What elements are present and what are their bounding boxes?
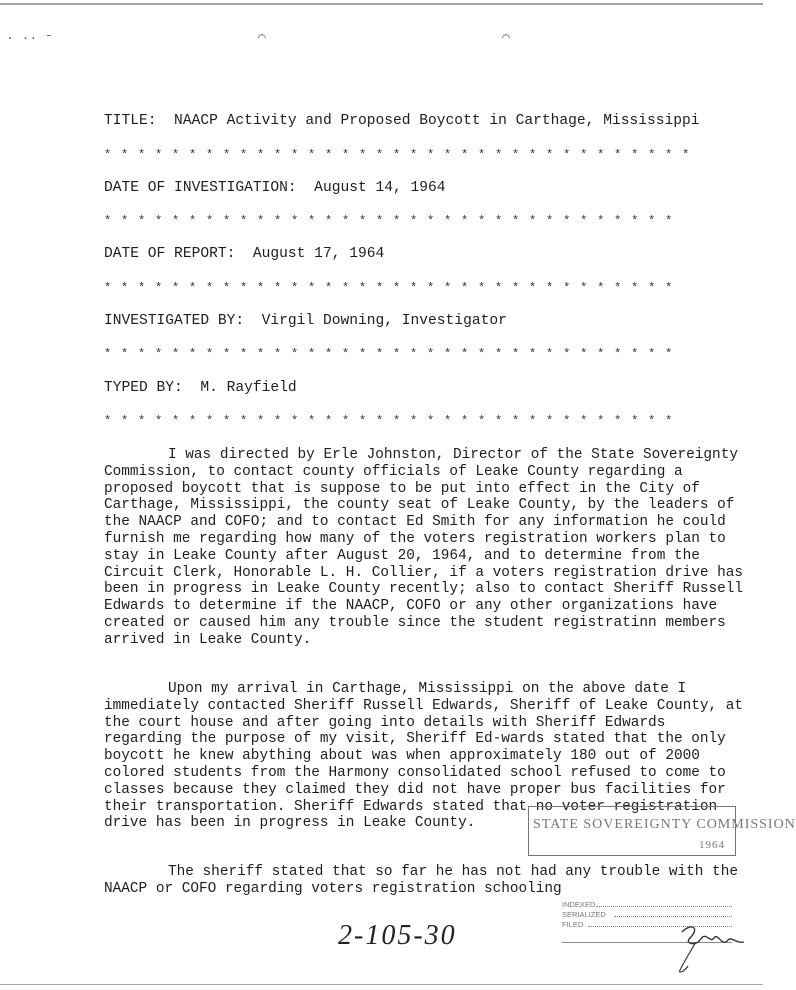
star-separator: * * * * * * * * * * * * * * * * * * * * * * * * * * * * * * * * * * [104, 414, 674, 428]
body-paragraph: I was directed by Erle Johnston, Director of the State Sovereignty Commission, to contact county officials of Leake County regarding a proposed boycott that is suppose to be put into effect in the City of Carthage, Mississippi, the county seat of Leake County, by the leaders of the NAACP and COFO; and to contact Ed Smith for any information he could furnish me regarding how many of the voters registration workers plan to stay in Leake County after August 20, 1964, and to determine from the Circuit Clerk, Honorable L. H. Collier, if a voters registration drive has been in progress in Leake County recently; also to contact Sheriff Russell Edwards to determine if the NAACP, COFO or any other organizations have created or caused him any trouble since the student registratinn members arrived in Leake County. [104, 447, 744, 648]
dotted-line [614, 916, 732, 917]
date-of-investigation: DATE OF INVESTIGATION: August 14, 1964 [104, 180, 446, 196]
report-title: TITLE: NAACP Activity and Proposed Boycott in Carthage, Mississippi [104, 113, 700, 129]
date-of-report: DATE OF REPORT: August 17, 1964 [104, 246, 385, 262]
top-border-rule [0, 3, 763, 5]
margin-mark: . .. - [6, 28, 53, 43]
typed-by: TYPED BY: M. Rayfield [104, 380, 297, 396]
investigated-by: INVESTIGATED BY: Virgil Downing, Investigator [104, 313, 507, 329]
dotted-line [596, 906, 732, 907]
body-paragraph: The sheriff stated that so far he has not had any trouble with the NAACP or COFO regarding voters registration schooling [104, 864, 738, 897]
serialized-label: SERIALIZED [562, 910, 606, 919]
punch-mark: ⌒ [502, 30, 510, 45]
star-separator: * * * * * * * * * * * * * * * * * * * * * * * * * * * * * * * * * * [104, 347, 674, 361]
star-separator: * * * * * * * * * * * * * * * * * * * * * * * * * * * * * * * * * * [104, 281, 674, 295]
stamp-date: 1964 [699, 839, 725, 851]
commission-stamp [528, 806, 796, 856]
signature-scribble [670, 918, 750, 978]
punch-mark: ⌒ [258, 30, 266, 45]
body-paragraph: Upon my arrival in Carthage, Mississippi on the above date I immediately contacted Sheriff Russell Edwards, Sheriff of Leake County, at the court house and after going into details with Sheriff Edwards regarding the purpose of my visit, Sheriff Ed-wards stated that the only boycott he knew abything about was when approximately 180 out of 2000 colored students from the Harmony consolidated school refused to come to classes because they claimed they did not have proper bus facilities for their transportation. Sheriff Edwards stated that no voter registration drive has been in progress in Leake County. [104, 681, 744, 832]
bottom-border-rule [0, 984, 763, 985]
indexed-label: INDEXED [562, 900, 596, 909]
stamp-text: STATE SOVEREIGNTY COMMISSION [533, 817, 796, 832]
file-number: 2-105-30 [338, 920, 457, 951]
star-separator: * * * * * * * * * * * * * * * * * * * * * * * * * * * * * * * * * * * [104, 148, 691, 162]
filed-label: FILED [562, 920, 584, 929]
star-separator: * * * * * * * * * * * * * * * * * * * * * * * * * * * * * * * * * * [104, 214, 674, 228]
